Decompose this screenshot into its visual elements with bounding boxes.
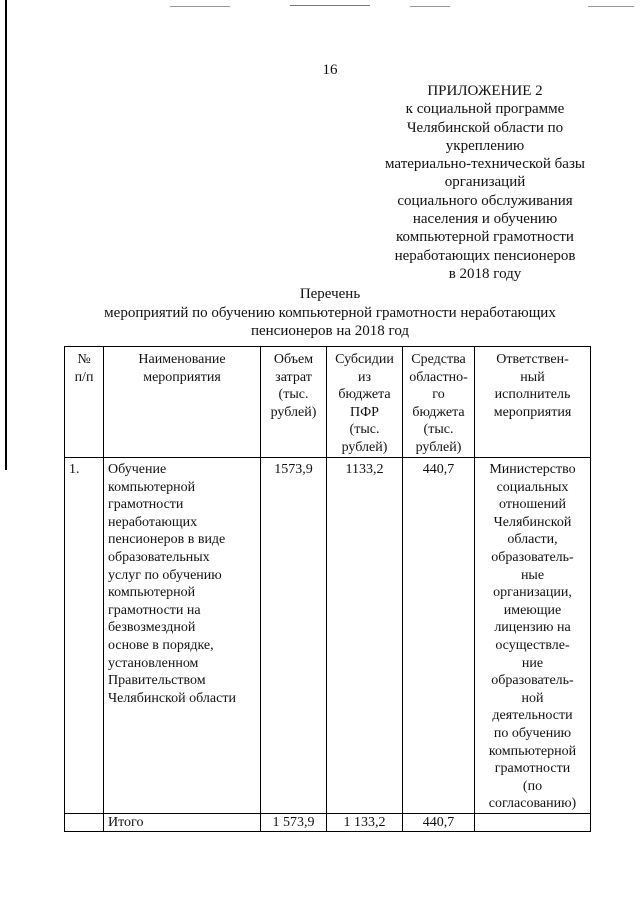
header-pfr-subsidy: Субсидии из бюджета ПФР (тыс. рублей) bbox=[327, 347, 403, 458]
row-cost: 1573,9 bbox=[261, 458, 327, 814]
page-number: 16 bbox=[322, 62, 338, 78]
total-pfr-subsidy: 1 133,2 bbox=[327, 813, 403, 832]
title-line: мероприятий по обучению компьютерной грамотности неработающих bbox=[104, 304, 556, 321]
document-title bbox=[60, 285, 600, 341]
appendix-header bbox=[360, 82, 610, 283]
total-regional-budget: 440,7 bbox=[403, 813, 475, 832]
appendix-line: неработающих пенсионеров bbox=[394, 247, 576, 264]
appendix-line: ПРИЛОЖЕНИЕ 2 bbox=[427, 83, 543, 99]
title-line: пенсионеров на 2018 год bbox=[250, 323, 410, 339]
header-number: № п/п bbox=[65, 347, 104, 458]
appendix-line: компьютерной грамотности bbox=[396, 229, 574, 246]
header-cost: Объем затрат (тыс. рублей) bbox=[261, 347, 327, 458]
row-number: 1. bbox=[65, 458, 104, 814]
header-name: Наименование мероприятия bbox=[104, 347, 261, 458]
title-heading: Перечень bbox=[299, 286, 361, 302]
scan-left-edge bbox=[5, 0, 7, 470]
total-cost: 1 573,9 bbox=[261, 813, 327, 832]
row-name: Обучение компьютерной грамотности неработающих пенсионеров в виде образовательных услуг по обучению компьютерной грамотности на безвозмездной основе в порядке, установленном Правительством Челябинской области bbox=[104, 458, 261, 814]
appendix-line: укреплению bbox=[445, 137, 525, 154]
appendix-line: социального обслуживания bbox=[397, 192, 573, 209]
scan-artifact-top bbox=[0, 0, 640, 18]
appendix-line: организаций bbox=[444, 174, 526, 191]
table-header-row bbox=[65, 347, 591, 458]
total-number bbox=[65, 813, 104, 832]
row-regional-budget: 440,7 bbox=[403, 458, 475, 814]
appendix-line: материально-технической базы bbox=[385, 156, 585, 173]
table-row bbox=[65, 458, 591, 814]
appendix-line: к социальной программе bbox=[405, 101, 565, 118]
appendix-line: населения и обучению bbox=[412, 211, 558, 228]
row-executor: Министерство социальных отношений Челябинской области, образователь- ные организации, имеющие лицензию на осуществле- ние образователь- ной деятельности по обучению компьютерной грамотности (по согласованию) bbox=[475, 458, 591, 814]
appendix-line: Челябинской области по bbox=[406, 119, 564, 136]
table-total-row bbox=[65, 813, 591, 832]
appendix-line: в 2018 году bbox=[448, 265, 522, 282]
total-executor bbox=[475, 813, 591, 832]
row-pfr-subsidy: 1133,2 bbox=[327, 458, 403, 814]
header-executor: Ответствен- ный исполнитель мероприятия bbox=[475, 347, 591, 458]
total-label: Итого bbox=[104, 813, 261, 832]
measures-table bbox=[64, 346, 591, 832]
header-regional-budget: Средства областно- го бюджета (тыс. рублей) bbox=[403, 347, 475, 458]
